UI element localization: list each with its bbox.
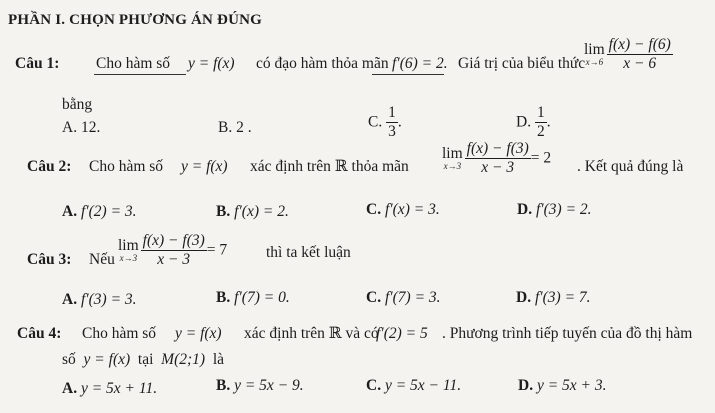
q3-option-c: C. f′(7) = 3.	[366, 289, 441, 306]
q3-text-b: thì ta kết luận	[266, 244, 351, 261]
q3-text-a: Nếu	[89, 251, 115, 268]
q2-text-b: xác định trên ℝ thỏa mãn	[250, 158, 409, 175]
q3-option-a: A. f′(3) = 3.	[62, 291, 137, 308]
q1-fraction: $\frac{f(x) - f(6)}{x - 6}$	[608, 36, 671, 72]
q4-text-c: . Phương trình tiếp tuyến của đồ thị hàm	[442, 325, 693, 342]
q4-function: y = f(x)	[175, 325, 222, 342]
q4-line2: số y = f(x) tại M(2;1) là	[62, 351, 224, 368]
q4-text-a: Cho hàm số	[82, 325, 157, 342]
q1-function: y = f(x)	[188, 55, 235, 72]
q4-option-b: B. y = 5x − 9.	[216, 377, 304, 394]
q2-fraction: $\frac{f(x) - f(3)}{x - 3}$	[466, 140, 529, 176]
q4-condition: f′(2) = 5	[376, 325, 428, 342]
q1-label: Câu 1:	[15, 55, 60, 72]
q1-continuation: bằng	[62, 96, 93, 113]
section-title: PHẦN I. CHỌN PHƯƠNG ÁN ĐÚNG	[8, 12, 262, 28]
q2-limit: lim x→3	[442, 145, 463, 171]
q1-text-c: Giá trị của biểu thức	[458, 55, 586, 72]
q4-option-c: C. y = 5x − 11.	[366, 377, 462, 394]
q3-limit-expression: lim x→3 $\frac{f(x) - f(3)}{x - 3}$ = 7	[118, 232, 228, 268]
q2-limit-expression: lim x→3 $\frac{f(x) - f(3)}{x - 3}$ = 2	[442, 140, 552, 176]
q2-text-c: . Kết quả đúng là	[577, 158, 684, 175]
q2-function: y = f(x)	[181, 158, 228, 175]
q2-text-a: Cho hàm số	[89, 158, 164, 175]
q3-label: Câu 3:	[27, 251, 72, 268]
q1-handwritten-underline	[94, 74, 186, 75]
q4-option-d: D. y = 5x + 3.	[518, 377, 607, 394]
q3-limit: lim x→3	[118, 237, 139, 263]
q4-option-a: A. y = 5x + 11.	[62, 380, 158, 397]
q4-text-b: xác định trên ℝ và có	[244, 325, 379, 342]
q1-option-d: D. $\frac{1}{2}$ .	[516, 104, 551, 140]
q1-text-a: Cho hàm số	[96, 55, 171, 72]
q1-handwritten-underline-2	[372, 74, 444, 75]
q1-option-b: B. 2 .	[218, 119, 252, 136]
q3-option-d: D. f′(3) = 7.	[516, 289, 591, 306]
q3-fraction: $\frac{f(x) - f(3)}{x - 3}$	[142, 232, 205, 268]
q2-option-a: A. f′(2) = 3.	[62, 203, 137, 220]
q1-condition: f′(6) = 2.	[392, 55, 448, 72]
q4-label: Câu 4:	[17, 325, 62, 342]
q3-option-b: B. f′(7) = 0.	[216, 289, 290, 306]
q1-limit-expression	[584, 36, 673, 73]
q2-label: Câu 2:	[27, 158, 72, 175]
q2-option-d: D. f′(3) = 2.	[517, 201, 592, 218]
q1-limit: lim x→6	[584, 41, 605, 67]
q1-text-b: có đạo hàm thỏa mãn	[256, 55, 389, 72]
q1-option-a: A. 12.	[62, 119, 101, 136]
q2-option-c: C. f′(x) = 3.	[366, 201, 440, 218]
q1-option-c: C. $\frac{1}{3}$ .	[368, 104, 402, 140]
q2-option-b: B. f′(x) = 2.	[216, 203, 289, 220]
